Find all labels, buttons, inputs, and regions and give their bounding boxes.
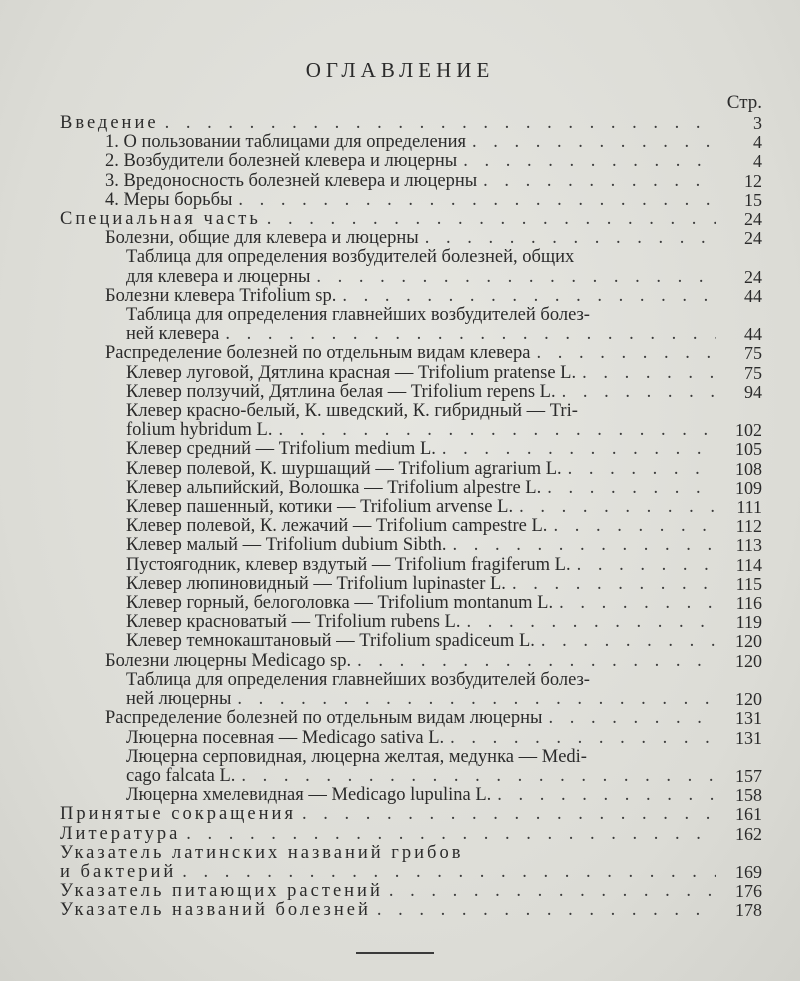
toc-entry <box>60 191 762 210</box>
toc-page-number: 169 <box>735 861 762 882</box>
toc-entry-line <box>126 402 716 421</box>
toc-entry-line <box>105 287 716 306</box>
dot-leader <box>547 517 716 536</box>
toc-entry <box>60 652 762 671</box>
toc-entry-line <box>126 786 716 805</box>
toc-entry-line <box>60 901 716 920</box>
toc-entry-text: Болезни клевера Trifolium sp. <box>105 285 337 306</box>
toc-entry-text: Указатель латинских названий грибов <box>60 842 464 863</box>
dot-leader <box>296 805 716 824</box>
toc-page-number: 176 <box>735 881 762 902</box>
toc-entry-line <box>126 498 716 517</box>
toc-entry-line <box>60 844 716 863</box>
toc-entry-line <box>60 114 716 133</box>
toc-entry <box>60 729 762 748</box>
toc-entry-text: Клевер красноватый — Trifolium rubens L. <box>126 612 461 633</box>
toc-entry <box>60 133 762 152</box>
toc-entry-text: 1. О пользовании таблицами для определения <box>105 132 467 153</box>
toc-entry-text: Таблица для определения главнейших возбудителей болез- <box>126 669 590 690</box>
toc-entry-text: Клевер люпиновидный — Trifolium lupinaster L. <box>126 573 506 594</box>
toc-entry-line <box>126 767 716 786</box>
toc-entry-text: Принятые сокращения <box>60 804 296 825</box>
toc-entry-line <box>105 709 716 728</box>
toc-page-number: 105 <box>735 439 762 460</box>
toc-page-number: 116 <box>735 593 762 614</box>
toc-entry-line <box>105 652 716 671</box>
toc-page-number: 109 <box>735 477 762 498</box>
toc-entry-line <box>60 805 716 824</box>
toc-entry-line <box>126 364 716 383</box>
toc-entry <box>60 594 762 613</box>
toc-entry-line <box>60 825 716 844</box>
dot-leader <box>383 882 716 901</box>
toc-entry-text: для клевера и люцерны <box>126 266 311 287</box>
toc-page-number: 102 <box>735 420 762 441</box>
toc-page-number: 120 <box>735 631 762 652</box>
toc-entry <box>60 114 762 133</box>
toc-entry <box>60 825 762 844</box>
dot-leader <box>576 364 716 383</box>
dot-leader <box>219 325 716 344</box>
toc-page-number: 120 <box>735 650 762 671</box>
toc-entry-line <box>126 517 716 536</box>
toc-entry-text: Введение <box>60 113 159 133</box>
toc-page-number: 112 <box>735 516 762 537</box>
toc-entry <box>60 556 762 575</box>
toc-page-number: 44 <box>744 324 762 345</box>
dot-leader <box>556 383 716 402</box>
page-column-label: Стр. <box>726 92 762 113</box>
toc-entry-text: Таблица для определения возбудителей болезней, общих <box>126 247 575 268</box>
toc-entry-text: и бактерий <box>60 861 177 882</box>
dot-leader <box>235 767 716 786</box>
dot-leader <box>159 114 716 133</box>
dot-leader <box>491 786 716 805</box>
toc-entry-line <box>126 632 716 651</box>
toc-entry-text: cago falcata L. <box>126 765 236 786</box>
dot-leader <box>466 133 716 152</box>
toc-entry-line <box>105 229 716 248</box>
toc-entry-line <box>126 536 716 555</box>
dot-leader <box>530 344 716 363</box>
toc-entry-text: Клевер горный, белоголовка — Trifolium montanum L. <box>126 593 554 614</box>
toc-entry <box>60 287 762 306</box>
toc-entry <box>60 517 762 536</box>
toc-entry-line <box>126 325 716 344</box>
dot-leader <box>506 575 716 594</box>
dot-leader <box>336 287 716 306</box>
toc-entry-line <box>126 690 716 709</box>
toc-entry-text: Указатель названий болезней <box>60 900 371 921</box>
toc-entry-line <box>126 748 716 767</box>
toc-page-number: 161 <box>735 804 762 825</box>
toc-entry-line <box>126 440 716 459</box>
toc-page-number: 12 <box>744 170 762 191</box>
dot-leader <box>535 632 716 651</box>
toc-page-number: 162 <box>735 823 762 844</box>
toc-entry <box>60 210 762 229</box>
toc-entry <box>60 844 762 882</box>
toc-entry <box>60 229 762 248</box>
toc-entry-line <box>105 152 716 171</box>
toc-entry <box>60 709 762 728</box>
toc-page-number: 75 <box>744 343 762 364</box>
toc-entry <box>60 344 762 363</box>
toc-entry-line <box>126 460 716 479</box>
toc-page-number: 157 <box>735 765 762 786</box>
toc-page-number: 94 <box>744 381 762 402</box>
toc-entry-text: Клевер пашенный, котики — Trifolium arvense L. <box>126 497 514 518</box>
toc-entry <box>60 460 762 479</box>
toc-entry-text: Специальная часть <box>60 209 261 230</box>
toc-entry-text: ней клевера <box>126 324 220 345</box>
toc-page-number: 111 <box>736 497 762 518</box>
toc-page-number: 120 <box>735 689 762 710</box>
toc-entry <box>60 882 762 901</box>
toc-entry <box>60 671 762 709</box>
dot-leader <box>419 229 716 248</box>
toc-page-number: 131 <box>735 708 762 729</box>
toc-entry-text: 3. Вредоносность болезней клевера и люцерны <box>105 170 478 191</box>
toc-entry <box>60 306 762 344</box>
toc-entry-text: 2. Возбудители болезней клевера и люцерны <box>105 151 458 172</box>
dot-leader <box>231 690 716 709</box>
toc-entry <box>60 152 762 171</box>
dot-leader <box>261 210 716 229</box>
toc-entry-line <box>105 133 716 152</box>
toc-entry-text: Клевер ползучий, Дятлина белая — Trifolium repens L. <box>126 381 556 402</box>
toc-entry <box>60 613 762 632</box>
toc-entry-line <box>60 882 716 901</box>
page-title: ОГЛАВЛЕНИЕ <box>305 58 495 82</box>
toc-entry-text: Клевер альпийский, Волошка — Trifolium alpestre L. <box>126 477 542 498</box>
toc-entry <box>60 479 762 498</box>
dot-leader <box>232 191 716 210</box>
toc-entry-line <box>126 613 716 632</box>
toc-page-number: 75 <box>744 362 762 383</box>
toc-entry <box>60 786 762 805</box>
toc-entry-text: Таблица для определения главнейших возбудителей болез- <box>126 305 590 326</box>
toc-entry-text: folium hybridum L. <box>126 420 273 441</box>
toc-entry-text: Люцерна серповидная, люцерна желтая, медунка — Medi- <box>126 746 587 767</box>
toc-page-number: 178 <box>735 900 762 921</box>
dot-leader <box>176 863 716 882</box>
toc-entry <box>60 901 762 920</box>
toc-entry <box>60 364 762 383</box>
toc-entry-text: Пустоягодник, клевер вздутый — Trifolium fragiferum L. <box>126 554 571 575</box>
dot-leader <box>460 613 716 632</box>
toc-entry-line <box>126 556 716 575</box>
toc-entry-line <box>60 210 716 229</box>
bottom-divider <box>356 952 434 954</box>
toc-page-number: 113 <box>735 535 762 556</box>
toc-entry <box>60 383 762 402</box>
dot-leader <box>553 594 716 613</box>
toc-entry-line <box>126 729 716 748</box>
toc-entry <box>60 805 762 824</box>
toc-page-number: 24 <box>744 228 762 249</box>
toc-entry-text: Люцерна посевная — Medicago sativa L. <box>126 727 445 748</box>
toc-entry-line <box>126 306 716 325</box>
toc-page-number: 119 <box>735 612 762 633</box>
toc-page-number: 4 <box>753 132 762 153</box>
toc-page-number: 158 <box>735 785 762 806</box>
dot-leader <box>541 479 716 498</box>
toc-entry <box>60 402 762 440</box>
toc-entry <box>60 498 762 517</box>
toc-entry-line <box>126 268 716 287</box>
dot-leader <box>436 440 716 459</box>
toc-entry-text: Клевер луговой, Дятлина красная — Trifolium pratense L. <box>126 362 577 383</box>
toc-entry-text: Распределение болезней по отдельным видам люцерны <box>105 708 543 729</box>
toc-entry-line <box>60 863 716 882</box>
toc-entry-text: Клевер темнокаштановый — Trifolium spadiceum L. <box>126 631 535 652</box>
dot-leader <box>444 729 716 748</box>
toc-entry-line <box>126 383 716 402</box>
toc-entry-text: Указатель питающих растений <box>60 881 383 902</box>
dot-leader <box>571 556 716 575</box>
toc-entry-line <box>105 191 716 210</box>
toc-entry-text: Клевер средний — Trifolium medium L. <box>126 439 436 460</box>
toc-entry <box>60 536 762 555</box>
toc-entry <box>60 172 762 191</box>
toc-entry-text: 4. Меры борьбы <box>105 189 233 210</box>
toc-page-number: 24 <box>744 209 762 230</box>
dot-leader <box>310 268 716 287</box>
toc-entry <box>60 632 762 651</box>
toc-page-number: 3 <box>753 113 762 133</box>
toc-entry-line <box>105 172 716 191</box>
toc-entry-text: Клевер полевой, К. лежачий — Trifolium campestre L. <box>126 516 548 537</box>
toc-entry <box>60 748 762 786</box>
toc-entry <box>60 440 762 459</box>
dot-leader <box>457 152 716 171</box>
toc-entry-text: Болезни люцерны Medicago sp. <box>105 650 352 671</box>
toc-entry <box>60 575 762 594</box>
toc-entry-text: Клевер полевой, К. шуршащий — Trifolium agrarium L. <box>126 458 562 479</box>
toc-entry-text: Клевер красно-белый, К. шведский, К. гибридный — Tri- <box>126 401 578 422</box>
dot-leader <box>272 421 716 440</box>
toc-page-number: 15 <box>744 189 762 210</box>
toc-page-number: 115 <box>735 573 762 594</box>
toc-page-number: 108 <box>735 458 762 479</box>
toc-entry-line <box>105 344 716 363</box>
dot-leader <box>371 901 716 920</box>
dot-leader <box>351 652 716 671</box>
toc-page-number: 44 <box>744 285 762 306</box>
dot-leader <box>447 536 716 555</box>
toc-page-number: 114 <box>735 554 762 575</box>
toc-entry-text: Распределение болезней по отдельным видам клевера <box>105 343 531 364</box>
toc-entry-line <box>126 421 716 440</box>
dot-leader <box>513 498 716 517</box>
toc-page-number: 4 <box>753 151 762 172</box>
toc-entry-line <box>126 575 716 594</box>
dot-leader <box>180 825 716 844</box>
toc-entry-text: Болезни, общие для клевера и люцерны <box>105 228 419 249</box>
toc-page-number: 24 <box>744 266 762 287</box>
toc-entry-line <box>126 479 716 498</box>
toc-entry-line <box>126 671 716 690</box>
toc-entry-text: Литература <box>60 823 181 844</box>
toc-page-number: 131 <box>735 727 762 748</box>
toc-entry-line <box>126 594 716 613</box>
dot-leader <box>477 172 716 191</box>
table-of-contents <box>60 114 762 921</box>
dot-leader <box>562 460 716 479</box>
toc-entry-line <box>126 248 716 267</box>
toc-entry <box>60 248 762 286</box>
toc-entry-text: Клевер малый — Trifolium dubium Sibth. <box>126 535 447 556</box>
toc-entry-text: ней люцерны <box>126 689 232 710</box>
toc-entry-text: Люцерна хмелевидная — Medicago lupulina L. <box>126 785 492 806</box>
dot-leader <box>542 709 716 728</box>
